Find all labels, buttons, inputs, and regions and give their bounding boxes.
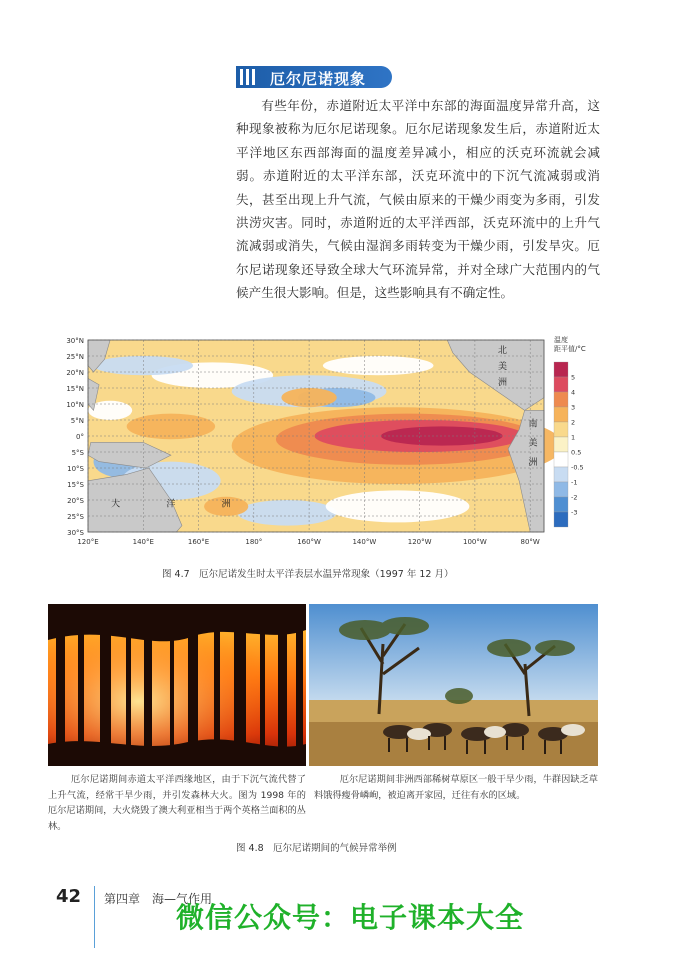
right-photo-caption: 厄尔尼诺期间非洲西部稀树草原区一般干旱少雨，牛群因缺乏草料饿得瘦骨嶙峋，被迫离开家园，迁往有水的区域。 bbox=[314, 774, 598, 801]
body-paragraph: 有些年份，赤道附近太平洋中东部的海面温度异常升高，这种现象被称为厄尔尼诺现象。厄尔尼诺现象发生后，赤道附近太平洋地区东西部海面的温度差异减小，相应的沃克环流就会减弱。赤道附近的太平洋东部，沃克环流中的下沉气流减弱或消失，甚至出现上升气流，气候由原来的干燥少雨变为多雨，引发洪涝灾害。同时，赤道附近的太平洋西部，沃克环流中的上升气流减弱或消失，气候由湿润多雨转变为干燥少雨，引发旱灾。厄尔尼诺现象还导致全球大气环流异常，并对全球广大范围内的气候产生很大影响。但是，这些影响具有不确定性。 bbox=[236, 98, 600, 301]
y-tick-label: 15°S bbox=[67, 481, 84, 489]
left-photo-caption: 厄尔尼诺期间赤道太平洋西缘地区，由于下沉气流代替了上升气流，经常干旱少雨，并引发森林大火。图为 1998 年的厄尔尼诺期间，大火烧毁了澳大利亚相当于两个英格兰面积的丛林。 bbox=[48, 774, 306, 832]
legend-swatch bbox=[554, 437, 568, 452]
anomaly-region-8 bbox=[237, 500, 336, 526]
legend-swatch bbox=[554, 407, 568, 422]
land-label-oceania: 大 bbox=[111, 499, 121, 510]
legend-tick-label: -3 bbox=[571, 508, 578, 517]
anomaly-region-14 bbox=[127, 414, 215, 440]
x-tick-label: 120°E bbox=[77, 538, 99, 546]
figure-4-8-caption: 图 4.8 厄尔尼诺期间的气候异常举例 bbox=[236, 843, 397, 854]
legend-swatch bbox=[554, 362, 568, 377]
y-tick-label: 25°S bbox=[67, 513, 84, 521]
section-title: 厄尔尼诺现象 bbox=[270, 70, 367, 88]
x-tick-label: 160°W bbox=[297, 538, 321, 546]
legend-tick-label: 1 bbox=[571, 433, 576, 442]
footer-divider bbox=[94, 886, 95, 948]
y-tick-label: 10°N bbox=[66, 401, 84, 409]
legend-swatch bbox=[554, 377, 568, 392]
legend-title-unit: 距平值/°C bbox=[554, 345, 586, 353]
legend-swatch bbox=[554, 422, 568, 437]
y-tick-label: 5°N bbox=[70, 417, 84, 425]
x-tick-label: 100°W bbox=[463, 538, 487, 546]
x-tick-label: 160°E bbox=[187, 538, 210, 546]
legend-tick-label: -0.5 bbox=[571, 463, 584, 472]
x-tick-label: 120°W bbox=[407, 538, 432, 546]
section-heading-bar bbox=[236, 66, 392, 88]
y-tick-label: 30°S bbox=[67, 529, 84, 537]
land-label-south-america: 洲 bbox=[528, 457, 538, 468]
x-tick-label: 140°W bbox=[352, 538, 377, 546]
y-tick-label: 30°N bbox=[66, 337, 84, 345]
land-label-south-america: 南 bbox=[528, 419, 538, 430]
legend-tick-label: 3 bbox=[571, 403, 576, 412]
land-label-south-america: 美 bbox=[528, 438, 538, 449]
y-tick-label: 0° bbox=[76, 433, 84, 441]
legend-tick-label: 2 bbox=[571, 418, 576, 427]
watermark-text: 微信公众号：电子课本大全 bbox=[176, 901, 525, 934]
y-tick-label: 5°S bbox=[71, 449, 84, 457]
land-label-north-america: 北 bbox=[498, 345, 508, 356]
anomaly-region-4 bbox=[323, 356, 434, 375]
legend-swatch bbox=[554, 482, 568, 497]
land-label-oceania: 洋 bbox=[166, 499, 176, 510]
y-tick-label: 10°S bbox=[67, 465, 84, 473]
land-label-north-america: 洲 bbox=[498, 377, 508, 388]
x-tick-label: 80°W bbox=[520, 538, 540, 546]
savanna-cattle-photo bbox=[309, 604, 598, 766]
y-tick-label: 25°N bbox=[66, 353, 84, 361]
y-tick-label: 20°N bbox=[66, 369, 84, 377]
legend-swatch bbox=[554, 392, 568, 407]
legend-tick-label: 0.5 bbox=[571, 448, 582, 457]
y-tick-label: 20°S bbox=[67, 497, 84, 505]
x-tick-label: 180° bbox=[245, 538, 263, 546]
legend-title: 温度 bbox=[554, 336, 568, 344]
sst-anomaly-figure bbox=[52, 334, 612, 560]
legend-swatch bbox=[554, 467, 568, 482]
land-label-oceania: 洲 bbox=[221, 499, 231, 510]
legend-tick-label: 4 bbox=[571, 388, 576, 397]
anomaly-region-9 bbox=[326, 490, 470, 522]
sst-anomaly-chart bbox=[52, 334, 612, 560]
section-stripes-icon bbox=[240, 69, 262, 85]
legend-swatch bbox=[554, 452, 568, 467]
figure-4-7-caption: 图 4.7 厄尔尼诺发生时太平洋表层水温异常现象（1997 年 12 月） bbox=[162, 569, 454, 580]
y-tick-label: 15°N bbox=[66, 385, 84, 393]
legend-swatch bbox=[554, 512, 568, 527]
page-number: 42 bbox=[56, 886, 82, 907]
x-tick-label: 140°E bbox=[132, 538, 154, 546]
chapter-label: 第四章 海—气作用 bbox=[104, 892, 213, 906]
legend-tick-label: -1 bbox=[571, 478, 578, 487]
legend-tick-label: 5 bbox=[571, 373, 576, 382]
land-label-north-america: 美 bbox=[498, 361, 508, 372]
forest-fire-photo bbox=[48, 604, 306, 766]
legend-swatch bbox=[554, 497, 568, 512]
body-text-block bbox=[236, 94, 600, 305]
legend-tick-label: -2 bbox=[571, 493, 578, 502]
